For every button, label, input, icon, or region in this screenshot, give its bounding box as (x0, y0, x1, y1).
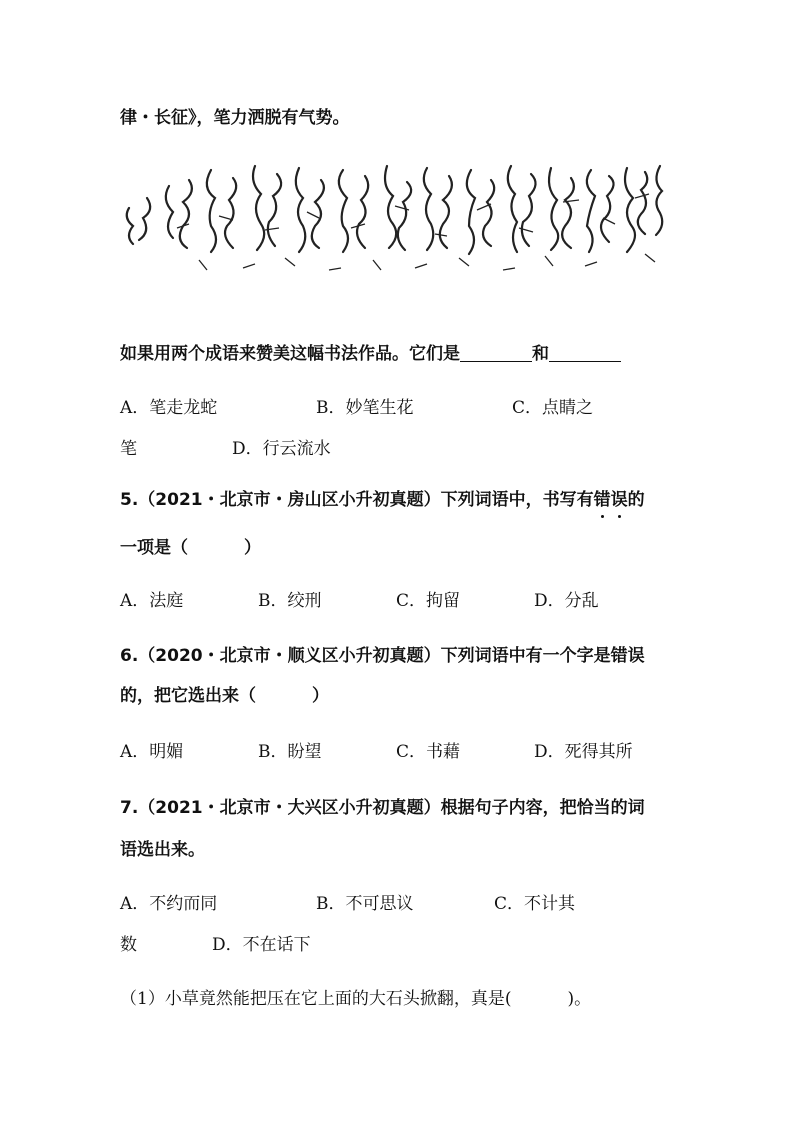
q4-option-c[interactable]: C．点睛之 (512, 398, 594, 418)
q5-line1-post: 的 (627, 490, 645, 510)
q6-option-b[interactable]: B．盼望 (258, 742, 322, 762)
q6-line2-post: ） (312, 686, 329, 706)
q4-option-d[interactable]: D．行云流水 (232, 439, 331, 459)
q5-option-b[interactable]: B．绞刑 (258, 591, 322, 611)
q4-prompt (120, 342, 621, 366)
q6-line2-pre: 的，把它选出来（ (120, 686, 256, 706)
q5-line-2 (120, 536, 261, 560)
q6-line-1: 6.（2020・北京市・顺义区小升初真题）下列词语中有一个字是错误 (120, 646, 645, 666)
q4-prompt-mid: 和 (532, 344, 549, 364)
q6-option-d[interactable]: D．死得其所 (534, 742, 633, 762)
q7-option-b[interactable]: B．不可思议 (316, 894, 414, 914)
q6-option-c[interactable]: C．书藉 (396, 742, 461, 762)
q7-option-c-cont: 数 (120, 935, 137, 955)
q7-sub1-pre: （1）小草竟然能把压在它上面的大石头掀翻，真是( (120, 989, 512, 1009)
q7-line-1: 7.（2021・北京市・大兴区小升初真题）根据句子内容，把恰当的词 (120, 798, 645, 818)
q5-line2-pre: 一项是（ (120, 538, 188, 558)
q7-option-a[interactable]: A．不约而同 (120, 894, 218, 914)
q4-blank-1[interactable] (460, 343, 532, 362)
q5-line2-post: ） (244, 538, 261, 558)
q6-line-2 (120, 684, 329, 708)
q5-line1-pre: 5.（2021・北京市・房山区小升初真题）下列词语中，书写有 (120, 490, 594, 510)
q7-line-2: 语选出来。 (120, 840, 205, 860)
q5-emphasis-2: 误 (610, 490, 628, 510)
q4-option-a[interactable]: A．笔走龙蛇 (120, 398, 218, 418)
q4-option-c-cont: 笔 (120, 439, 137, 459)
calligraphy-image (115, 158, 675, 308)
intro-text: 律・长征》，笔力洒脱有气势。 (120, 108, 350, 128)
q4-option-b[interactable]: B．妙笔生花 (316, 398, 414, 418)
q5-option-d[interactable]: D．分乱 (534, 591, 599, 611)
q7-option-d[interactable]: D．不在话下 (212, 935, 311, 955)
q4-prompt-pre: 如果用两个成语来赞美这幅书法作品。它们是 (120, 344, 460, 364)
q5-line-1 (120, 488, 645, 512)
q5-option-a[interactable]: A．法庭 (120, 591, 184, 611)
q4-blank-2[interactable] (549, 343, 621, 362)
q5-option-c[interactable]: C．拘留 (396, 591, 461, 611)
q7-sub1-post: )。 (567, 989, 592, 1009)
q7-subquestion-1 (120, 987, 591, 1011)
q5-emphasis-1: 错 (593, 490, 611, 510)
q6-option-a[interactable]: A．明媚 (120, 742, 184, 762)
q7-option-c[interactable]: C．不计其 (494, 894, 576, 914)
